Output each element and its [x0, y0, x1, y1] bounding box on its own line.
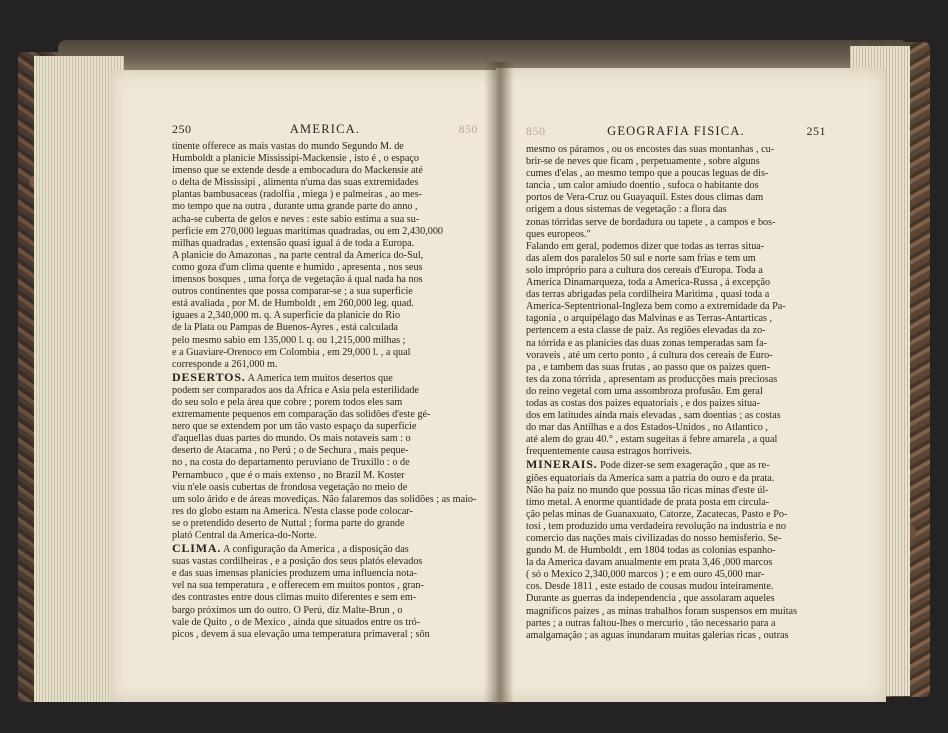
text-line: do reino vegetal com uma assombroza profusão. Em geral: [526, 385, 763, 397]
text-line: ques europeos.": [526, 228, 591, 240]
left-page: [110, 70, 508, 702]
text-line: America-Septentrional-Ingleza bem como a extremidade da Pa-: [526, 301, 786, 313]
right-page-title: GEOGRAFIA FISICA.: [607, 124, 745, 138]
text-line: tes da zona tórrida , apresentam as producções mais preciosas: [526, 373, 778, 385]
text-line: CLIMA. A configuração da America , a disposição das: [172, 541, 409, 556]
text-line: o delta de Mississipi , alimenta n'uma das suas extremidades: [172, 177, 419, 189]
left-ghost-number: 850: [458, 122, 478, 136]
text-line: imenso que se extende desde a embocadura do Mackensie até: [172, 165, 423, 177]
text-line: iguaes a 2,340,000 m. q. A superficie da planicie do Rio: [172, 310, 401, 322]
text-line: perficie em 270,000 leguas maritimas quadradas, ou em 2,430,000: [172, 225, 444, 237]
text-line: Durante as guerras da independencia , que assolaram aqueles: [526, 593, 775, 605]
text-line: plantas bambusaceas (radolfia , miega ) e palmeiras , ao mes-: [172, 189, 423, 201]
text-line: acha-se cuberta de gelos e neves : este sabio estima a sua su-: [172, 213, 420, 225]
right-page-header: [526, 124, 826, 139]
text-line: do seu solo e pela área que cobre ; porem todos eles sam: [172, 396, 403, 408]
text-line: até alem do grau 40.° , estam sugeitas á febre amarela , a qual: [526, 434, 778, 446]
right-page: [496, 68, 886, 702]
text-line: plató Central da America-do-Norte.: [172, 530, 317, 541]
text-line: deserto de Atacama , no Perú ; o de Sechura , mais peque-: [172, 445, 409, 457]
text-line: cumes d'elas , ao mesmo tempo que a poucas leguas de dis-: [526, 168, 769, 180]
text-line: viu n'ele oasis cubertas de frondosa vegetação no meio de: [172, 481, 408, 493]
text-line: tinente offerece as mais vastas do mundo Segundo M. de: [172, 141, 404, 152]
text-line: pertencem a esta classe de paiz. As regiões elevadas da zo-: [526, 325, 766, 337]
spine-top-edge: [58, 40, 908, 70]
text-line: res do globo estam na America. N'esta classe pode colocar-: [172, 505, 413, 517]
text-line: zonas tórridas serve de bordadura ou tapete , a campos e bos-: [526, 216, 776, 228]
right-page-number: 251: [806, 124, 826, 138]
text-line: nero que se extendem por um tão vasto espaço da superficie: [172, 421, 417, 433]
text-line: partes ; a outras faltou-lhes o mercurio , tão necessario para a: [526, 617, 776, 629]
text-line: America Dinamarqueza, toda a America-Russa , á excepção: [526, 277, 771, 289]
text-line: pelo mesmo sabio em 135,000 l. q. ou 1,215,000 milhas ;: [172, 334, 406, 346]
text-line: suas vastas cordilheiras , e a posição dos seus platós elevados: [172, 556, 423, 568]
text-line: A planicie do Amazonas , na parte central da America do-Sul,: [172, 249, 424, 261]
text-line: frequentemente causa estragos horriveis.: [526, 446, 692, 458]
text-line: e a Guaviare-Orenoco em Colombia , em 29,000 l. , a qual: [172, 346, 411, 358]
left-page-title: AMERICA.: [289, 122, 361, 136]
text-line: la da America davam anualmente em prata 3,46 ,000 marcos: [526, 557, 773, 569]
right-ghost-number: 850: [526, 124, 546, 138]
text-line: dos em latitudes ainda mais elevadas , sam doentias ; as costas: [526, 410, 781, 422]
text-line: das terras abrigadas pela cordilheira Maritima , quasi toda a: [526, 289, 770, 301]
text-line: tancia , um calor amiudo doentio , sufoca o habitante dos: [526, 180, 759, 192]
text-line: ( só o Mexico 2,340,000 marcos ) ; e em ouro 45,000 mar-: [526, 569, 765, 581]
text-line: todas as costas dos paizes equatoriais , e dos paizes situa-: [526, 397, 760, 409]
text-line: magnificos paizes , as minas trabalhos foram suspensos em muitas: [526, 605, 798, 617]
text-line: origem a dous sistemas de vegetação : a flora das: [526, 204, 727, 216]
text-line: tagonia , o arquipélago das Malvinas e as Terras-Antarticas ,: [526, 313, 773, 325]
text-line: podem ser comparados aos da Africa e Asia pela esterilidade: [172, 384, 419, 396]
text-line: d'aquellas duas partes do mundo. Os mais notaveis sam : o: [172, 433, 411, 445]
text-line: Não ha paiz no mundo que possua tão ricas minas d'este úl-: [526, 484, 769, 496]
text-line: picos , devem á sua elevação uma temperatura primaveral ; sôn: [172, 628, 430, 640]
text-line: pa , e tambem das suas frutas , ao passo que os paizes quen-: [526, 361, 771, 373]
text-line: do mar das Antilhas e a dos Estados-Unidos , no Atlantico ,: [526, 422, 768, 434]
text-line: corresponde a 261,000 m.: [172, 358, 278, 370]
text-line: amalgamação ; as aguas inundaram muitas galerias ricas , outras: [526, 629, 789, 641]
text-line: Falando em geral, podemos dizer que todas as terras situa-: [526, 240, 765, 252]
text-line: brir-se de neves que ficam , perpetuamente , sobre alguns: [526, 156, 760, 168]
text-line: vale de Quito , o de Mexico , ainda que situados entre os tró-: [172, 616, 421, 628]
left-page-header: [172, 122, 478, 137]
text-line: está avaliada , por M. de Humboldt , em 260,000 leg. quad.: [172, 298, 414, 310]
text-line: tosi , tem produzido uma verdadeira revolução na industria e no: [526, 520, 786, 532]
text-line: cos. Desde 1811 , este estado de cousas mudou inteiramente.: [526, 581, 774, 593]
text-line: e das suas imensas planicies produzem uma influencia nota-: [172, 568, 417, 580]
text-line: solo impróprio para a cultura dos cereais d'Europa. Toda a: [526, 264, 763, 276]
text-line: voraveis , até um certo ponto , á cultura dos cereais de Euro-: [526, 349, 773, 361]
text-line: extremamente pequenos em comparação das solidões d'este gé-: [172, 409, 431, 421]
text-line: Humboldt a planicie Mississipi-Mackensie , isto é , o espaço: [172, 153, 420, 165]
open-book: [18, 32, 930, 704]
text-line: gundo M. de Humboldt , em 1804 todas as colonias espanho-: [526, 545, 776, 557]
text-line: DESERTOS. A America tem muitos desertos que: [172, 369, 393, 384]
text-line: na tórrida e as planicies das duas zonas temperadas sam fa-: [526, 337, 768, 349]
text-line: giões equatoriais da America sam a patria do ouro e da prata.: [526, 472, 775, 484]
text-line: vel na sua temperatura , e offerecem em muitos pontos , gran-: [172, 580, 424, 592]
text-line: des contrastes entre dous climas muito diferentes e sem em-: [172, 592, 417, 604]
text-line: ção pelas minas de Guanaxuato, Catorze, Zacatecas, Pasto e Po-: [526, 508, 788, 520]
left-page-body: [172, 141, 478, 641]
text-line: de la Plata ou Pampas de Buenos-Ayres , está calculada: [172, 322, 398, 334]
text-line: como goza d'um clima quente e humido , apresenta , nos seus: [172, 261, 423, 273]
text-line: outros continentes que possa comparar-se ; a sua superficie: [172, 286, 413, 298]
text-line: mesmo os páramos , ou os encostes das suas montanhas , cu-: [526, 144, 775, 155]
text-line: um solo árido e de áreas movediças. Não falaremos das solidões ; as maio-: [172, 493, 477, 505]
text-line: timo metal. A enorme quantidade de prata posta em circula-: [526, 496, 770, 508]
right-page-body: [526, 144, 826, 642]
text-line: bargo próximos um do outro. O Perú, diz Malte-Brun , o: [172, 604, 403, 616]
text-line: comercio das nações mais civilizadas do nosso hemisferio. Se-: [526, 533, 782, 544]
text-line: milhas quadradas , extensão quasi igual á de toda a Europa.: [172, 237, 415, 249]
text-line: no , na costa do departamento peruviano de Truxillo : o de: [172, 457, 410, 469]
text-line: Pernambuco , que é o mais extenso , no Brazil M. Koster: [172, 469, 405, 481]
text-line: se o pretendido deserto de Nuttal ; forma parte do grande: [172, 517, 405, 529]
text-line: mo tempo que na outra , durante uma grande parte do anno ,: [172, 201, 418, 213]
text-line: das alem dos paralelos 50 sul e norte sam frias e tem um: [526, 252, 756, 264]
left-page-number: 250: [172, 122, 192, 136]
text-line: portos de Vera-Cruz ou Guayaquil. Estes dous climas dam: [526, 192, 764, 204]
book-gutter: [484, 62, 514, 704]
text-line: imensos bosques , uma força de vegetação á qual nada ha nos: [172, 274, 423, 286]
text-line: MINERAIS. Pode dizer-se sem exageração , que as re-: [526, 457, 770, 472]
